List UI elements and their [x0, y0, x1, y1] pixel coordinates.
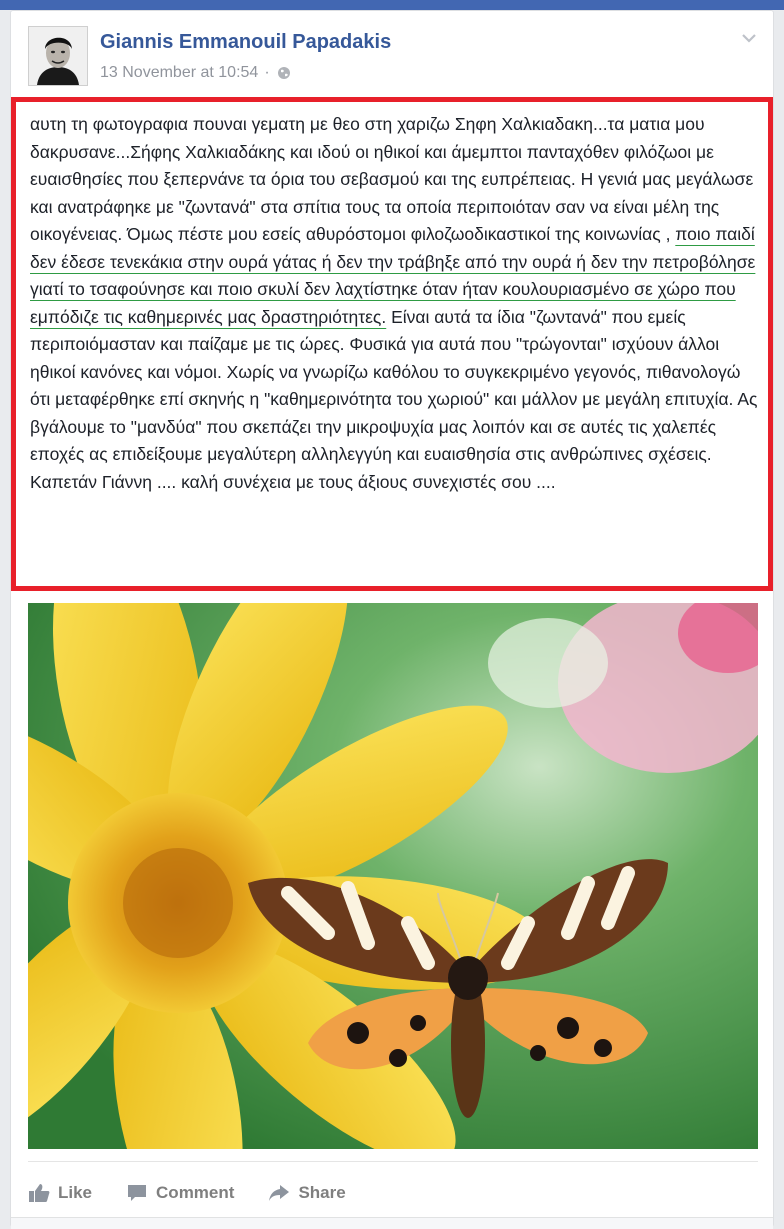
comment-label: Comment — [156, 1183, 235, 1202]
post-text — [11, 97, 773, 591]
comments-area — [11, 1217, 773, 1229]
post-text-highlight: ποιο παιδί δεν έδεσε τενεκάκια στην ουρά γάτας ή δεν την τράβηξε από την ουρά ή δεν την πετροβόλησε γιατί το τσαφούνησε και ποιο σκυλί δεν λαχτίστηκε όταν ήταν κουλουριασμένο σε χώρο που εμπόδιζε τις καθημερινές μας δραστηριότητες. — [30, 224, 756, 327]
chevron-down-icon[interactable] — [741, 31, 757, 43]
post-meta — [100, 64, 291, 82]
globe-icon[interactable] — [277, 66, 291, 80]
thumbs-up-icon — [28, 1183, 50, 1203]
post-text-part1: αυτη τη φωτογραφια πουναι γεματη με θεο στη χαριζω Σηφη Χαλκιαδακη...τα ματια μου δακρυσανε...Σήφης Χαλκιαδάκης και ιδού οι ηθικοί και άμεμπτοι πανταχόθεν φιλόζωοι με ευαισθησίες που ξεπερνάνε τα όρια του σεβασμού και της ευπρέπειας. Η γενιά μας μεγάλωσε και ανατράφηκε με "ζωντανά" στα σπίτια τους τα οποία περιποιόταν σαν να είναι μέλη της οικογένειας. Όμως πέστε μου εσείς αθυρόστομοι φιλοζωοδικαστικοί της κοινωνίας , — [30, 114, 754, 244]
post-photo[interactable] — [28, 603, 758, 1149]
post-actions — [28, 1175, 758, 1211]
post-card — [10, 10, 774, 1227]
avatar-image — [29, 27, 87, 85]
share-button[interactable] — [268, 1183, 345, 1203]
like-label: Like — [58, 1183, 93, 1202]
author-name[interactable]: Giannis Emmanouil Papadakis — [100, 31, 392, 53]
share-icon — [268, 1183, 290, 1203]
meta-separator: · — [264, 64, 270, 81]
comment-icon — [126, 1183, 148, 1203]
post-timestamp[interactable]: 13 November at 10:54 — [100, 64, 259, 81]
share-label: Share — [298, 1183, 346, 1202]
butterfly-flower-image — [28, 603, 758, 1149]
post-text-part2: Είναι αυτά τα ίδια "ζωντανά" που εμείς περιποιόμασταν και παίζαμε με τις ώρες. Φυσικά για αυτά που "τρώγονται" ισχύουν άλλοι ηθικοί κανόνες και νόμοι. Χωρίς να γνωρίζω καθόλου το συγκεκριμένο γεγονός, πιθανολογώ ότι μεταφέρθηκε επί σκηνής η "καθημερινότητα του χωριού" και μάλλον με μεγάλη επιτυχία. Ας βγάλουμε το "μανδύα" που σκεπάζει την μικροψυχία μας λοιπόν και σε αυτές τις χαλεπές εποχές ας επιδείξουμε μεγαλύτερη αλληλεγγύη και ευαισθησία στις ανθρώπινες σχέσεις. Καπετάν Γιάννη .... καλή συνέχεια με τους άξιους συνεχιστές σου .... — [30, 306, 758, 492]
comment-button[interactable] — [126, 1183, 234, 1203]
like-button[interactable] — [28, 1183, 92, 1203]
avatar[interactable] — [28, 26, 88, 86]
top-bar — [0, 0, 784, 10]
actions-divider — [28, 1161, 758, 1162]
